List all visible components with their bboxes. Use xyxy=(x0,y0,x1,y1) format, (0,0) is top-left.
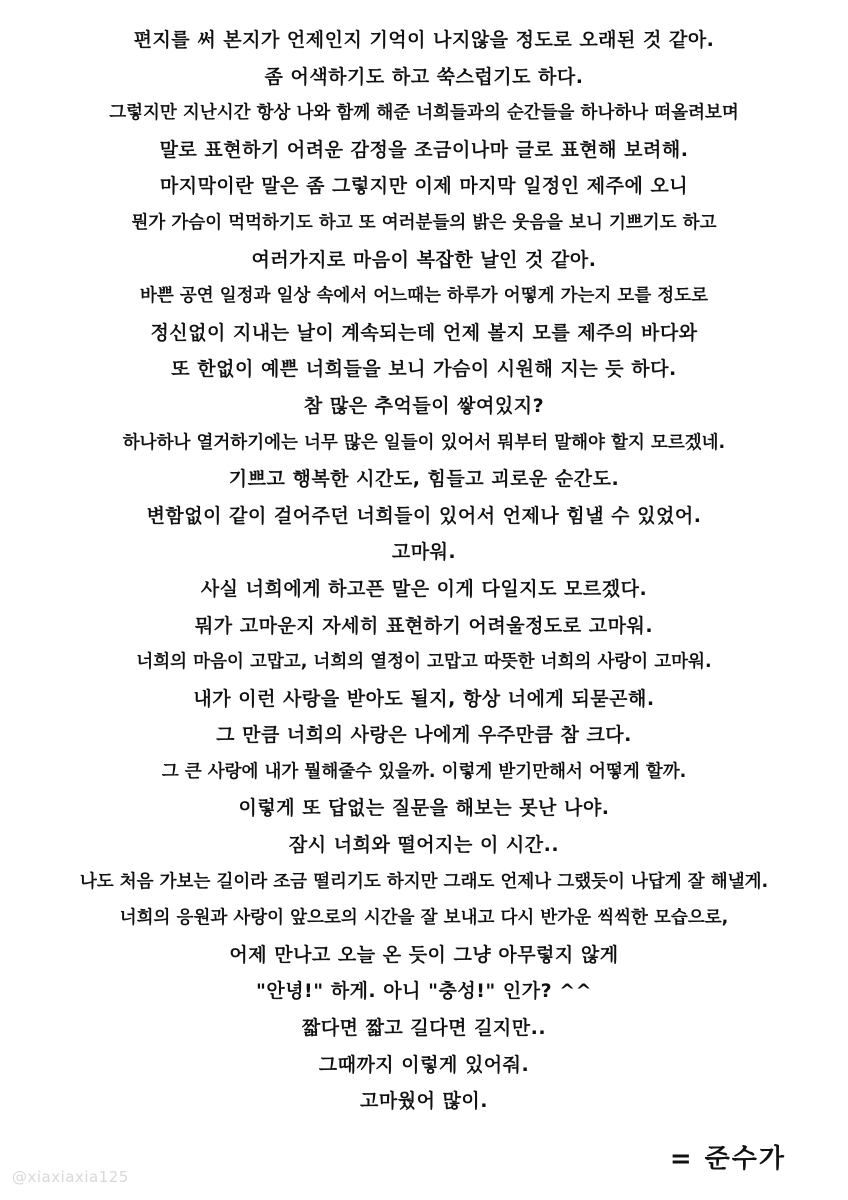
letter-line-7: 여러가지로 마음이 복잡한 날인 것 같아. xyxy=(251,248,597,271)
letter-line-13: 기쁘고 행복한 시간도, 힘들고 괴로운 순간도. xyxy=(228,468,620,491)
letter-line-28: 짧다면 짧고 길다면 길지만.. xyxy=(301,1017,547,1040)
letter-line-9: 정신없이 지내는 날이 계속되는데 언제 볼지 모를 제주의 바다와 xyxy=(150,321,698,344)
signature: = 준수가 xyxy=(669,1144,786,1174)
letter-line-17: 뭐가 고마운지 자세히 표현하기 어려울정도로 고마워. xyxy=(194,614,654,637)
letter-line-5: 마지막이란 말은 좀 그렇지만 이제 마지막 일정인 제주에 오니 xyxy=(159,175,689,198)
letter-line-24: 나도 처음 가보는 길이라 조금 떨리기도 하지만 그래도 언제나 그랬듯이 나답게 잘 해낼게. xyxy=(79,871,769,892)
letter-line-14: 변함없이 같이 걸어주던 너희들이 있어서 언제나 힘낼 수 있었어. xyxy=(146,504,702,527)
letter-line-4: 말로 표현하기 어려운 감정을 조금이나마 글로 표현해 보려해. xyxy=(159,138,689,161)
letter-line-25: 너희의 응원과 사랑이 앞으로의 시간을 잘 보내고 다시 반가운 씩씩한 모습으로, xyxy=(119,908,729,929)
letter-line-6: 뭔가 가슴이 먹먹하기도 하고 또 여러분들의 밝은 웃음을 보니 기쁘기도 하고 xyxy=(131,212,717,233)
letter-line-18: 너희의 마음이 고맙고, 너희의 열정이 고맙고 따뜻한 너희의 사랑이 고마워. xyxy=(136,652,712,673)
letter-line-29: 그때까지 이렇게 있어줘. xyxy=(318,1053,530,1076)
letter-line-3: 그렇지만 지난시간 항상 나와 함께 해준 너희들과의 순간들을 하나하나 떠올려보며 xyxy=(109,103,739,124)
letter-line-20: 그 만큼 너희의 사랑은 나에게 우주만큼 참 크다. xyxy=(216,724,632,747)
letter-line-10: 또 한없이 예쁜 너희들을 보니 가슴이 시원해 지는 듯 하다. xyxy=(171,358,677,381)
watermark: @xiaxiaxia125 xyxy=(12,1168,129,1186)
letter-line-16: 사실 너희에게 하고픈 말은 이게 다일지도 모르겠다. xyxy=(200,577,648,600)
letter-line-26: 어제 만나고 오늘 온 듯이 그냥 아무렇지 않게 xyxy=(229,943,619,966)
letter-line-12: 하나하나 열거하기에는 너무 많은 일들이 있어서 뭐부터 말해야 할지 모르겠네. xyxy=(122,432,726,453)
letter-line-8: 바쁜 공연 일정과 일상 속에서 어느때는 하루가 어떻게 가는지 모를 정도로 xyxy=(139,286,709,307)
letter-line-15: 고마워. xyxy=(391,541,457,564)
letter-line-2: 좀 어색하기도 하고 쑥스럽기도 하다. xyxy=(264,65,584,88)
letter-line-1: 편지를 써 본지가 언제인지 기억이 나지않을 정도로 오래된 것 같아. xyxy=(133,29,715,51)
letter-line-22: 이렇게 또 답없는 질문을 해보는 못난 나야. xyxy=(238,797,610,820)
letter-body xyxy=(30,22,818,1120)
letter-line-11: 참 많은 추억들이 쌓여있지? xyxy=(303,394,545,417)
letter-line-27: "안녕!" 하게. 아니 "충성!" 인가? ^^ xyxy=(255,980,593,1003)
letter-line-30: 고마웠어 많이. xyxy=(360,1090,488,1113)
letter-line-23: 잠시 너희와 떨어지는 이 시간.. xyxy=(288,834,560,857)
letter-line-21: 그 큰 사랑에 내가 뭘해줄수 있을까. 이렇게 받기만해서 어떻게 할까. xyxy=(161,761,687,782)
letter-line-19: 내가 이런 사랑을 받아도 될지, 항상 너에게 되묻곤해. xyxy=(193,687,655,710)
